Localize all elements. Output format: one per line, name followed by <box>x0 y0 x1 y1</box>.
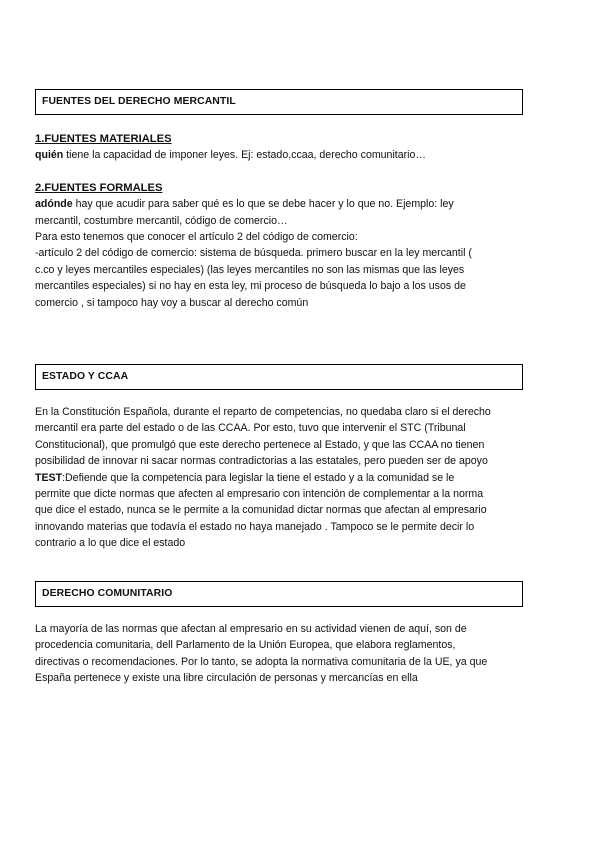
formales-line <box>35 196 545 212</box>
estado-line: posibilidad de innovar ni sacar normas contradictorias a las estatales, pero pueden ser de apoyo <box>35 455 488 468</box>
formales-title: 2.FUENTES FORMALES <box>35 181 163 194</box>
materiales-title: 1.FUENTES MATERIALES <box>35 133 172 145</box>
spacer <box>35 164 545 180</box>
test-text: :Defiende que la competencia para legislar la tiene el estado y a la comunidad se le <box>62 471 455 484</box>
comunitario-line: directivas o recomendaciones. Por lo tanto, se adopta la normativa comunitaria de la UE, ya que <box>35 655 488 668</box>
formales-line: c.co y leyes mercantiles especiales) (las leyes mercantiles no son las mismas que las leyes <box>35 263 465 276</box>
formales-line: Para esto tenemos que conocer el artículo 2 del código de comercio: <box>35 231 358 244</box>
comunitario-line: procedencia comunitaria, dell Parlamento de la Unión Europea, que elabora reglamentos, <box>35 639 456 652</box>
test-keyword: TEST <box>35 471 63 484</box>
fuentes-body <box>35 131 545 311</box>
test-line: innovando materias que todavía el estado no haya manejado . Tampoco se le permite decir lo <box>35 520 475 533</box>
estado-line: En la Constitución Española, durante el reparto de competencias, no quedaba claro si el derecho <box>35 406 491 418</box>
section-header-comunitario: DERECHO COMUNITARIO <box>35 581 523 607</box>
materiales-line <box>35 147 545 163</box>
section-header-estado: ESTADO Y CCAA <box>35 364 523 390</box>
comunitario-body <box>35 621 545 687</box>
comunitario-line: España pertenece y existe una libre circulación de personas y mercancías en ella <box>35 672 418 685</box>
materiales-text: tiene la capacidad de imponer leyes. Ej: estado,ccaa, derecho comunitario… <box>63 149 426 162</box>
estado-line: mercantil era parte del estado o de las CCAA. Por esto, tuvo que intervenir el STC (Tribunal <box>35 422 466 435</box>
formales-line: mercantil, costumbre mercantil, código de comercio… <box>35 214 288 227</box>
materiales-keyword: quién <box>35 149 64 162</box>
section-header-fuentes: FUENTES DEL DERECHO MERCANTIL <box>35 89 523 115</box>
formales-text: hay que acudir para saber qué es lo que se debe hacer y lo que no. Ejemplo: ley <box>72 198 454 211</box>
formales-line: mercantiles especiales) si no hay en esta ley, mi proceso de búsqueda lo bajo a los usos de <box>35 280 466 293</box>
test-line: permite que dicte normas que afecten al empresario con intención de complementar a la norma <box>35 488 484 501</box>
comunitario-line: La mayoría de las normas que afectan al empresario en su actividad vienen de aquí, son de <box>35 623 467 635</box>
estado-body <box>35 404 545 552</box>
test-line <box>35 470 545 486</box>
formales-line: comercio , si tampoco hay voy a buscar al derecho común <box>35 296 309 309</box>
test-line: contrario a lo que dice el estado <box>35 537 186 550</box>
estado-line: Constitucional), que promulgó que este derecho pertenece al Estado, y que las CCAA no tienen <box>35 438 485 451</box>
formales-line: -artículo 2 del código de comercio: sistema de búsqueda. primero buscar en la ley mercantil ( <box>35 247 472 260</box>
test-line: que dice el estado, nunca se le permite a la comunidad dictar normas que afectan al empresario <box>35 504 487 517</box>
formales-keyword: adónde <box>35 198 73 211</box>
